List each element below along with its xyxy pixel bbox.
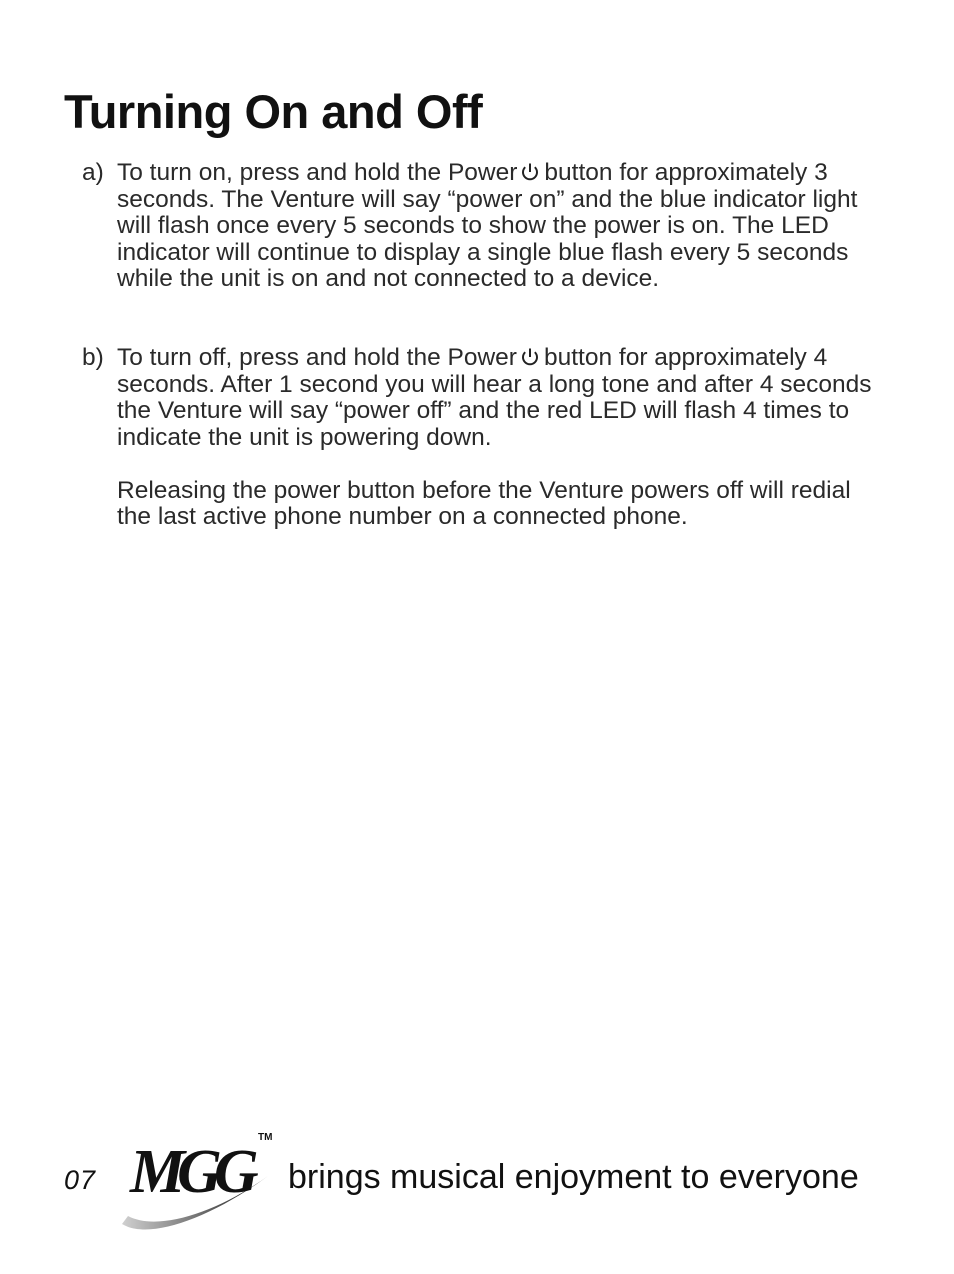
tagline: brings musical enjoyment to everyone — [288, 1158, 859, 1196]
item-note: Releasing the power button before the Venture powers off will redial the last active phone number on a connected phone. — [117, 476, 851, 530]
item-text — [117, 345, 872, 451]
item-marker: b) — [82, 344, 104, 371]
trademark-mark: TM — [258, 1132, 273, 1143]
instruction-item-b — [82, 345, 872, 531]
item-body — [117, 160, 872, 293]
item-text-pre: To turn off, press and hold the Power — [117, 344, 517, 371]
item-text — [117, 160, 872, 293]
mgg-logo — [118, 1128, 278, 1236]
item-text-pre: To turn on, press and hold the Power — [117, 159, 518, 186]
instruction-item-a — [82, 160, 872, 293]
item-body — [117, 345, 872, 531]
power-icon — [519, 346, 541, 368]
item-text-post: button for approximately 3 seconds. The Venture will say “power on” and the blue indicator light will flash once every 5 seconds to show the power is on. The LED indicator will continue to display a single blue flash every 5 seconds while the unit is on and not connected to a device. — [117, 159, 858, 292]
page-title: Turning On and Off — [64, 85, 483, 138]
item-text-post: button for approximately 4 seconds. After 1 second you will hear a long tone and after 4 seconds the Venture will say “power off” and the red LED will flash 4 times to indicate the unit is powering down. — [117, 344, 872, 451]
page-number: 07 — [64, 1165, 97, 1195]
logo-text: MGG — [130, 1138, 251, 1206]
item-marker: a) — [82, 159, 104, 186]
power-icon — [519, 161, 541, 183]
